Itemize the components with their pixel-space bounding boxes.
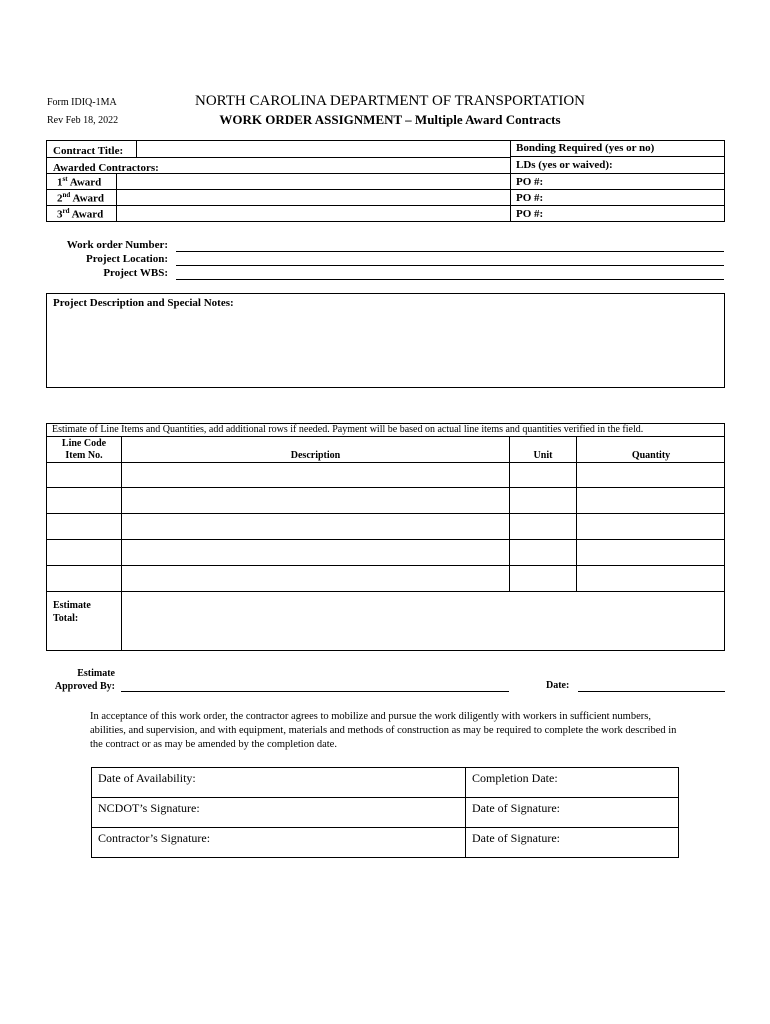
ncdot-signature-label: NCDOT’s Signature: — [98, 801, 200, 815]
award-3-po-label: PO #: — [516, 208, 544, 220]
project-location-label: Project Location: — [86, 253, 168, 265]
estimate-total-field[interactable] — [122, 592, 724, 650]
award-2-po-label: PO #: — [516, 192, 544, 204]
col-header-code: Line Code Item No. — [61, 438, 107, 461]
contractor-signature-cell[interactable] — [92, 828, 466, 858]
table-row[interactable] — [47, 488, 720, 513]
award-1-contractor-field[interactable] — [117, 174, 509, 189]
revision-date: Rev Feb 18, 2022 — [47, 115, 119, 126]
signature-table — [91, 767, 679, 858]
line-items-caption: Estimate of Line Items and Quantities, add additional rows if needed. Payment will be based on actual line items and quantities verified in the field. — [52, 424, 644, 435]
contractor-signature-label: Contractor’s Signature: — [98, 831, 211, 845]
project-wbs-line[interactable] — [176, 279, 724, 280]
approval-date-line[interactable] — [578, 691, 725, 692]
completion-date-cell[interactable] — [466, 768, 679, 798]
ncdot-date-of-signature-label: Date of Signature: — [472, 801, 560, 815]
approval-date-label: Date: — [546, 680, 570, 691]
award-1-label: 1st Award — [57, 175, 102, 189]
award-2-label: 2nd Award — [57, 191, 105, 205]
awarded-contractors-label: Awarded Contractors: — [53, 162, 159, 174]
table-row[interactable] — [47, 463, 720, 487]
bonding-required-label: Bonding Required (yes or no) — [516, 142, 655, 154]
work-order-number-line[interactable] — [176, 251, 724, 252]
estimate-approved-by-label: Estimate Approved By: — [54, 668, 115, 692]
work-order-number-label: Work order Number: — [66, 239, 168, 251]
approved-by-line[interactable] — [121, 691, 509, 692]
table-row[interactable] — [47, 514, 720, 539]
department-title: NORTH CAROLINA DEPARTMENT OF TRANSPORTATION — [194, 93, 586, 109]
contract-title-label: Contract Title: — [53, 145, 124, 157]
award-1-po-label: PO #: — [516, 176, 544, 188]
contract-title-field[interactable] — [138, 141, 509, 156]
table-row[interactable] — [47, 540, 720, 565]
lds-label: LDs (yes or waived): — [516, 159, 613, 171]
award-3-contractor-field[interactable] — [117, 206, 509, 221]
project-wbs-label: Project WBS: — [103, 267, 168, 279]
col-header-quantity: Quantity — [631, 450, 671, 461]
estimate-total-label: Estimate Total: — [53, 600, 91, 624]
contractor-date-of-signature-cell[interactable] — [466, 828, 679, 858]
award-3-label: 3rd Award — [57, 207, 104, 221]
form-title: WORK ORDER ASSIGNMENT – Multiple Award Contracts — [219, 112, 561, 127]
project-location-line[interactable] — [176, 265, 724, 266]
completion-date-label: Completion Date: — [472, 771, 558, 785]
date-of-availability-label: Date of Availability: — [98, 771, 196, 785]
date-of-availability-cell[interactable] — [92, 768, 466, 798]
acceptance-paragraph: In acceptance of this work order, the contractor agrees to mobilize and pursue the work diligently with workers in sufficient numbers, abilities, and supervision, and with equipment, materials and methods of construction as may be required to complete the work described in the contract or as may be amended by the completion date. — [90, 711, 677, 750]
project-description-label: Project Description and Special Notes: — [53, 297, 234, 309]
project-description-box[interactable] — [46, 293, 725, 388]
ncdot-date-of-signature-cell[interactable] — [466, 798, 679, 828]
col-header-description: Description — [290, 450, 341, 461]
contractor-date-of-signature-label: Date of Signature: — [472, 831, 560, 845]
col-header-unit: Unit — [533, 450, 553, 461]
form-id: Form IDIQ-1MA — [47, 97, 117, 108]
award-2-contractor-field[interactable] — [117, 190, 509, 205]
ncdot-signature-cell[interactable] — [92, 798, 466, 828]
table-row[interactable] — [47, 566, 720, 591]
